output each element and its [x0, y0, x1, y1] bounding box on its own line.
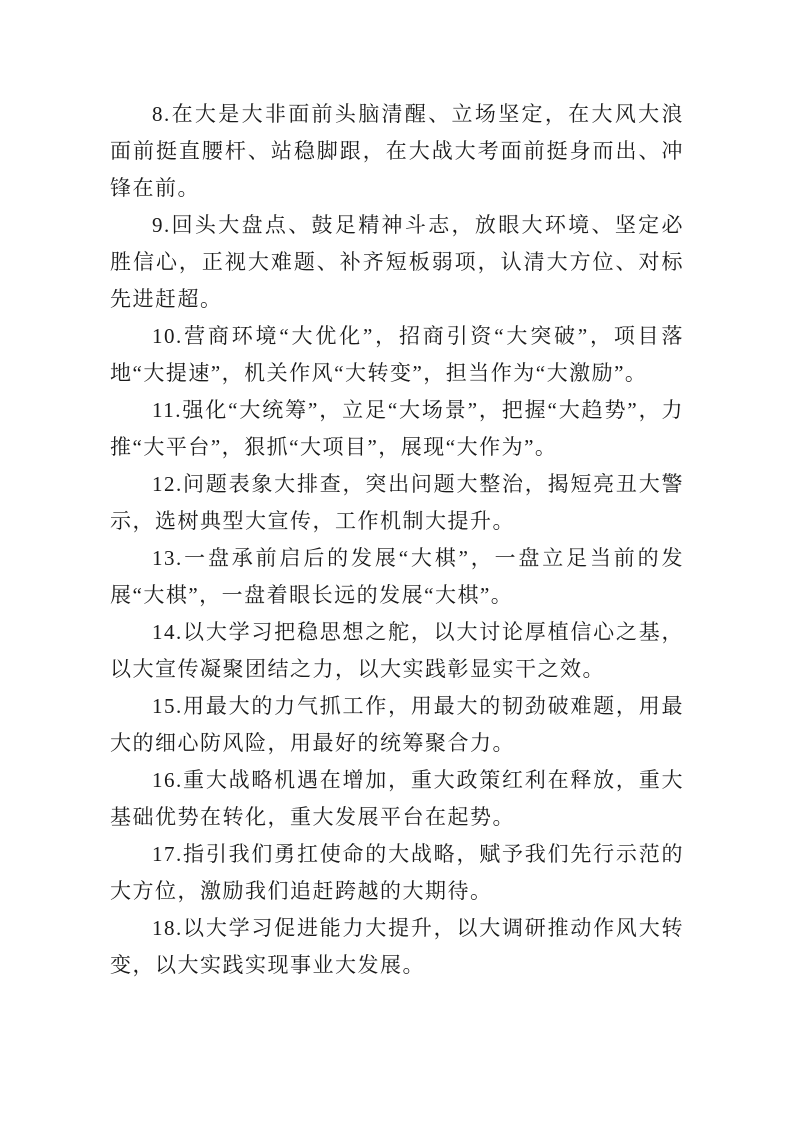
item-number: 10. — [152, 324, 183, 348]
item-number: 9. — [152, 213, 171, 237]
numbered-item-17 — [110, 836, 684, 910]
numbered-item-13 — [110, 540, 684, 614]
numbered-item-14 — [110, 614, 684, 688]
item-text: 营商环境“大优化”，招商引资“大突破”，项目落地“大提速”，机关作风“大转变”，担当作为“大激励”。 — [110, 324, 684, 385]
numbered-item-8 — [110, 96, 684, 207]
item-text: 重大战略机遇在增加，重大政策红利在释放，重大基础优势在转化，重大发展平台在起势。 — [110, 768, 684, 829]
item-number: 16. — [152, 768, 183, 792]
item-text: 问题表象大排查，突出问题大整治，揭短亮丑大警示，选树典型大宣传，工作机制大提升。 — [110, 472, 684, 533]
item-text: 以大学习促进能力大提升，以大调研推动作风大转变，以大实践实现事业大发展。 — [110, 916, 684, 977]
item-text: 一盘承前启后的发展“大棋”，一盘立足当前的发展“大棋”，一盘着眼长远的发展“大棋”。 — [110, 546, 684, 607]
numbered-item-11 — [110, 392, 684, 466]
item-text: 在大是大非面前头脑清醒、立场坚定，在大风大浪面前挺直腰杆、站稳脚跟，在大战大考面前挺身而出、冲锋在前。 — [110, 102, 684, 200]
numbered-item-12 — [110, 466, 684, 540]
numbered-item-10 — [110, 318, 684, 392]
item-number: 11. — [152, 398, 182, 422]
item-number: 8. — [152, 102, 171, 126]
item-text: 指引我们勇扛使命的大战略，赋予我们先行示范的大方位，激励我们追赶跨越的大期待。 — [110, 842, 684, 903]
numbered-item-15 — [110, 688, 684, 762]
item-number: 15. — [152, 694, 183, 718]
item-number: 18. — [152, 916, 183, 940]
item-number: 17. — [152, 842, 183, 866]
item-text: 回头大盘点、鼓足精神斗志，放眼大环境、坚定必胜信心，正视大难题、补齐短板弱项，认清大方位、对标先进赶超。 — [110, 213, 684, 311]
item-text: 用最大的力气抓工作，用最大的韧劲破难题，用最大的细心防风险，用最好的统筹聚合力。 — [110, 694, 684, 755]
numbered-item-9 — [110, 207, 684, 318]
item-number: 13. — [152, 546, 183, 570]
item-text: 以大学习把稳思想之舵，以大讨论厚植信心之基，以大宣传凝聚团结之力，以大实践彰显实干之效。 — [110, 620, 684, 681]
item-number: 14. — [152, 620, 183, 644]
numbered-item-18 — [110, 910, 684, 984]
item-number: 12. — [152, 472, 183, 496]
item-text: 强化“大统筹”，立足“大场景”，把握“大趋势”，力推“大平台”，狠抓“大项目”，展现“大作为”。 — [110, 398, 684, 459]
numbered-item-16 — [110, 762, 684, 836]
